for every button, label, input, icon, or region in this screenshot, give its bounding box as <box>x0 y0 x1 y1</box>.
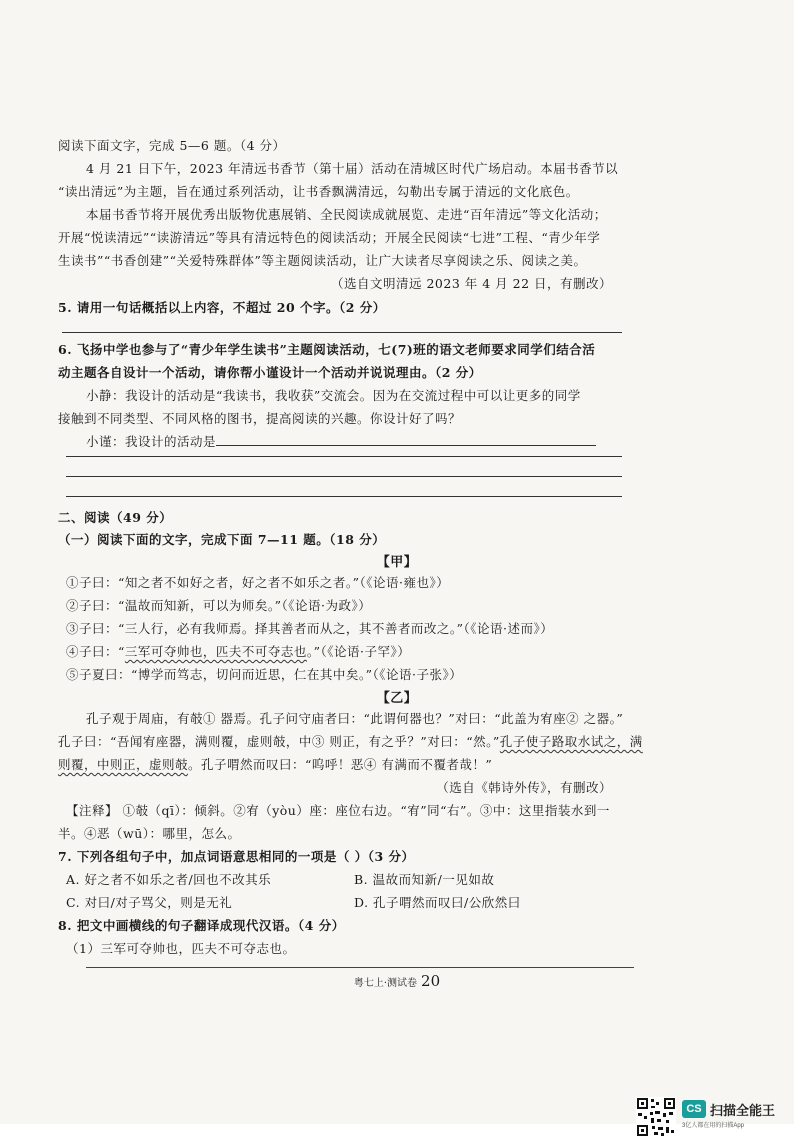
passage-source: （选自《韩诗外传》，有删改） <box>436 780 612 795</box>
page-footer <box>0 972 794 990</box>
section-intro: 阅读下面文字，完成 5—6 题。（4 分） <box>58 138 286 153</box>
passage-source: （选自文明清远 2023 年 4 月 22 日，有删改） <box>330 276 612 291</box>
jia-item: ②子曰：“温故而知新，可以为师矣。”（《论语·为政》） <box>66 598 372 613</box>
jia-item: ③子曰：“三人行，必有我师焉。择其善者而从之，其不善者而改之。”（《论语·述而》） <box>66 621 554 636</box>
option-b[interactable]: B. 温故而知新/一见如故 <box>354 872 495 887</box>
option-a[interactable]: A. 好之者不如乐之者/回也不改其乐 <box>66 872 272 887</box>
yi-text: 孔子曰：“吾闻宥座器，满则覆，虚则攲，中③ 则正，有之乎？”对曰：“然。” <box>58 734 500 749</box>
passage-line: 本届书香节将开展优秀出版物优惠展销、全民阅读成就展览、走进“百年清远”等文化活动； <box>86 207 607 222</box>
answer-line[interactable] <box>62 332 622 333</box>
jia-text: 。”（《论语·子罕》） <box>306 644 411 659</box>
passage-line: “读出清远”为主题，旨在通过系列活动，让书香飘满清远，勾勒出专属于清远的文化底色。 <box>58 184 579 199</box>
jia-text: ④子曰：“ <box>66 644 125 659</box>
dialogue-line: 接触到不同类型、不同风格的图书，提高阅读的兴趣。你设计好了吗？ <box>58 411 462 426</box>
yi-line <box>58 755 492 773</box>
question-8-sub: （1）三军可夺帅也，匹夫不可夺志也。 <box>66 941 296 956</box>
yi-text: 。孔子喟然而叹曰：“呜呼！恶④ 有满而不覆者哉！” <box>188 757 493 772</box>
yi-line: 孔子观于周庙，有攲① 器焉。孔子问守庙者曰：“此谓何器也？”对曰：“此盖为宥座② 之器。” <box>86 711 624 726</box>
qr-code-icon <box>636 1097 676 1137</box>
answer-prompt-label: 小谨：我设计的活动是 <box>86 434 217 449</box>
option-d[interactable]: D. 孔子喟然而叹曰/公欣然曰 <box>354 895 521 910</box>
question-8: 8. 把文中画横线的句子翻译成现代汉语。（4 分） <box>58 918 345 933</box>
camscanner-tagline: 3亿人都在用的扫描App <box>682 1123 745 1129</box>
page-number: 20 <box>421 972 441 990</box>
camscanner-logo-icon: CS <box>682 1100 706 1118</box>
jia-item: ⑤子夏曰：“博学而笃志，切问而近思，仁在其中矣。”（《论语·子张》） <box>66 667 463 682</box>
question-6: 6. 飞扬中学也参与了“青少年学生读书”主题阅读活动，七(7)班的语文老师要求同学们结合活 <box>58 342 596 357</box>
passage-heading-jia: 【甲】 <box>376 555 418 570</box>
section-title: 二、阅读（49 分） <box>58 510 173 525</box>
section-subtitle: （一）阅读下面的文字，完成下面 7—11 题。（18 分） <box>58 532 386 547</box>
camscanner-name: 扫描全能王 <box>710 1103 776 1118</box>
passage-line: 开展“悦读清远”“读游清远”等具有清远特色的阅读活动；开展全民阅读“七进”工程、“青少年学 <box>58 230 601 245</box>
answer-line[interactable] <box>66 456 622 457</box>
underlined-sentence: 孔子使子路取水试之，满 <box>499 734 643 749</box>
annotation: 半。④恶（wū）：哪里，怎么。 <box>58 826 241 841</box>
underlined-sentence: 三军可夺帅也，匹夫不可夺志也 <box>124 644 307 659</box>
footer-rule <box>86 967 634 968</box>
underlined-sentence: 则覆，中则正，虚则攲 <box>58 757 189 772</box>
footer-label: 粤七上·测试卷 <box>353 978 418 989</box>
annotation: 【注释】 ①攲（qī）：倾斜。②宥（yòu）座：座位右边。“宥”同“右”。③中：这里指装水到一 <box>66 803 610 818</box>
question-7: 7. 下列各组句子中，加点词语意思相同的一项是（ ）（3 分） <box>58 849 415 864</box>
answer-line[interactable] <box>66 476 622 477</box>
passage-heading-yi: 【乙】 <box>376 691 418 706</box>
yi-line <box>58 732 643 750</box>
dialogue-line: 小静：我设计的活动是“我读书，我收获”交流会。因为在交流过程中可以让更多的同学 <box>86 388 581 403</box>
passage-line: 生读书”“书香创建”“关爱特殊群体”等主题阅读活动，让广大读者尽享阅读之乐、阅读之美。 <box>58 253 587 268</box>
answer-line[interactable] <box>66 496 622 497</box>
answer-prompt <box>86 432 596 450</box>
question-6-cont: 动主题各自设计一个活动，请你帮小谨设计一个活动并说说理由。（2 分） <box>58 365 482 380</box>
option-c[interactable]: C. 对曰/对子骂父，则是无礼 <box>66 895 233 910</box>
passage-line: 4 月 21 日下午，2023 年清远书香节（第十届）活动在清城区时代广场启动。本届书香节以 <box>86 161 619 176</box>
answer-blank[interactable] <box>216 433 596 446</box>
jia-item <box>66 642 410 660</box>
jia-item: ①子曰：“知之者不如好之者，好之者不如乐之者。”（《论语·雍也》） <box>66 575 450 590</box>
question-5: 5. 请用一句话概括以上内容，不超过 20 个字。（2 分） <box>58 300 386 315</box>
